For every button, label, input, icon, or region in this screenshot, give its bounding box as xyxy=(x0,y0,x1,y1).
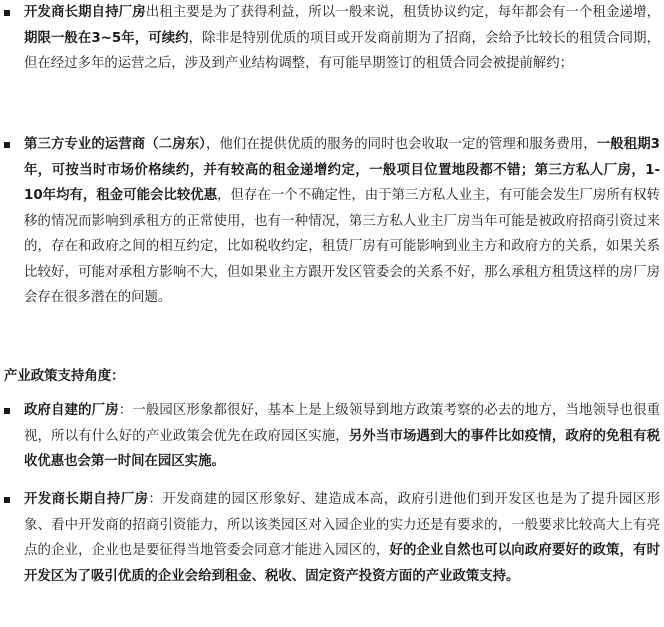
bold-text: 另外当市场遇到大的事件比如疫情，政府的免租有税收优惠也会第一时间在园区实施。 xyxy=(24,428,661,469)
paragraph xyxy=(24,398,660,475)
bold-text: 开发商长期自持厂房 xyxy=(24,492,149,507)
bold-text: 开发商长期自持厂房 xyxy=(24,5,146,20)
bold-text: 好的企业自然也可以向政府要好的政策，有时开发区为了吸引优质的企业会给到租金、税收、固定资产投资方面的产业政策支持。 xyxy=(24,543,661,584)
bullet-icon xyxy=(4,408,10,414)
text: ，但存在一个不确定性，由于第三方私人业主，有可能会发生厂房所有权转移的情况而影响到承租方的正常使用，也有一种情况，第三方私人业主厂房当年可能是被政府招商引资过来的，存在和政府之间的相互约定，比如税收约定，租赁厂房有可能影响到业主方和政府方的关系，如果关系比较好，可能对承租方影响不大，但如果业主方跟开发区管委会的关系不好，那么承租方租赁这样的房厂房会存在很多潜在的问题。 xyxy=(24,188,660,305)
paragraph xyxy=(24,0,660,77)
bullet-icon xyxy=(4,497,10,503)
text: ，除非是特别优质的项目或开发商前期为了招商，会给予比较长的租赁合同期，但在经过多年的运营之后，涉及到产业结构调整，有可能早期签订的租赁合同会被提前解约； xyxy=(24,30,661,71)
bold-text: 政府自建的厂房 xyxy=(24,403,119,418)
bold-text: 一般租期3年，可按当时市场价格续约，并有较高的租金递增约定，一般项目位置地段都不错；第三方私人厂房，1-10年均有，租金可能会比较优惠 xyxy=(24,137,660,203)
text: ：开发商建的园区形象好、建造成本高，政府引进他们到开发区也是为了提升园区形象、看中开发商的招商引资能力，所以该类园区对入园企业的实力还是有要求的，一般要求比较高大上有亮点的企业，企业也是要征得当地管委会同意才能进入园区的， xyxy=(24,492,661,558)
text: ：一般园区形象都很好，基本上是上级领导到地方政策考察的必去的地方，当地领导也很重视，所以有什么好的产业政策会优先在政府园区实施， xyxy=(24,403,661,444)
text: ，他们在提供优质的服务的同时也会收取一定的管理和服务费用， xyxy=(205,137,597,152)
paragraph xyxy=(24,132,660,311)
text: 出租主要是为了获得利益，所以一般来说，租赁协议约定，每年都会有一个租金递增， xyxy=(145,5,661,20)
section-heading: 产业政策支持角度： xyxy=(4,369,125,384)
bold-text: 期限一般在3~5年，可续约 xyxy=(24,30,189,46)
paragraph xyxy=(24,487,660,589)
bold-text: 第三方专业的运营商（二房东） xyxy=(24,137,206,152)
bullet-icon xyxy=(4,10,10,16)
bullet-icon xyxy=(4,142,10,148)
